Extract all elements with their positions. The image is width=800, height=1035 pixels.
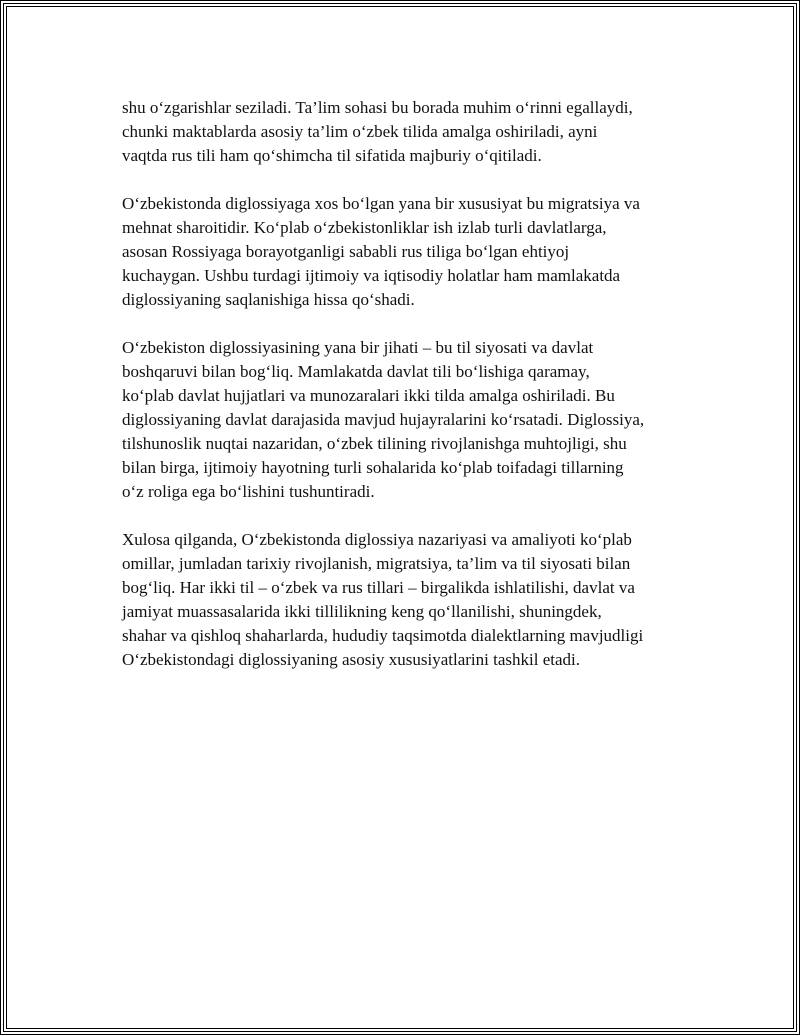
paragraph-4 <box>122 528 702 672</box>
text-line: tilshunoslik nuqtai nazaridan, o‘zbek tilining rivojlanishga muhtojligi, shu <box>122 434 627 453</box>
text-line: vaqtda rus tili ham qo‘shimcha til sifatida majburiy o‘qitiladi. <box>122 146 542 165</box>
text-line: bog‘liq. Har ikki til – o‘zbek va rus tillari – birgalikda ishlatilishi, davlat va <box>122 578 635 597</box>
text-line: o‘z roliga ega bo‘lishini tushuntiradi. <box>122 482 375 501</box>
text-line: Xulosa qilganda, O‘zbekistonda diglossiya nazariyasi va amaliyoti ko‘plab <box>122 530 632 549</box>
text-line: shu o‘zgarishlar seziladi. Ta’lim sohasi bu borada muhim o‘rinni egallaydi, <box>122 98 633 117</box>
text-line: chunki maktablarda asosiy ta’lim o‘zbek tilida amalga oshiriladi, ayni <box>122 122 598 141</box>
paragraph-2 <box>122 192 702 312</box>
text-line: jamiyat muassasalarida ikki tillilikning keng qo‘llanilishi, shuningdek, <box>122 602 602 621</box>
text-line: O‘zbekistondagi diglossiyaning asosiy xususiyatlarini tashkil etadi. <box>122 650 580 669</box>
text-line: boshqaruvi bilan bog‘liq. Mamlakatda davlat tili bo‘lishiga qaramay, <box>122 362 590 381</box>
text-line: bilan birga, ijtimoiy hayotning turli sohalarida ko‘plab toifadagi tillarning <box>122 458 624 477</box>
text-line: asosan Rossiyaga borayotganligi sababli rus tiliga bo‘lgan ehtiyoj <box>122 242 570 261</box>
text-line: shahar va qishloq shaharlarda, hududiy taqsimotda dialektlarning mavjudligi <box>122 626 644 645</box>
text-line: kuchaygan. Ushbu turdagi ijtimoiy va iqtisodiy holatlar ham mamlakatda <box>122 266 621 285</box>
text-line: omillar, jumladan tarixiy rivojlanish, migratsiya, ta’lim va til siyosati bilan <box>122 554 631 573</box>
paragraph-3 <box>122 336 702 504</box>
text-line: diglossiyaning davlat darajasida mavjud hujayralarini ko‘rsatadi. Diglossiya, <box>122 410 645 429</box>
text-line: O‘zbekistonda diglossiyaga xos bo‘lgan yana bir xususiyat bu migratsiya va <box>122 194 640 213</box>
text-line: diglossiyaning saqlanishiga hissa qo‘shadi. <box>122 290 415 309</box>
text-line: mehnat sharoitidir. Ko‘plab o‘zbekistonliklar ish izlab turli davlatlarga, <box>122 218 607 237</box>
text-line: O‘zbekiston diglossiyasining yana bir jihati – bu til siyosati va davlat <box>122 338 594 357</box>
text-line: ko‘plab davlat hujjatlari va munozaralari ikki tilda amalga oshiriladi. Bu <box>122 386 615 405</box>
document-body <box>122 96 702 696</box>
paragraph-1 <box>122 96 702 168</box>
